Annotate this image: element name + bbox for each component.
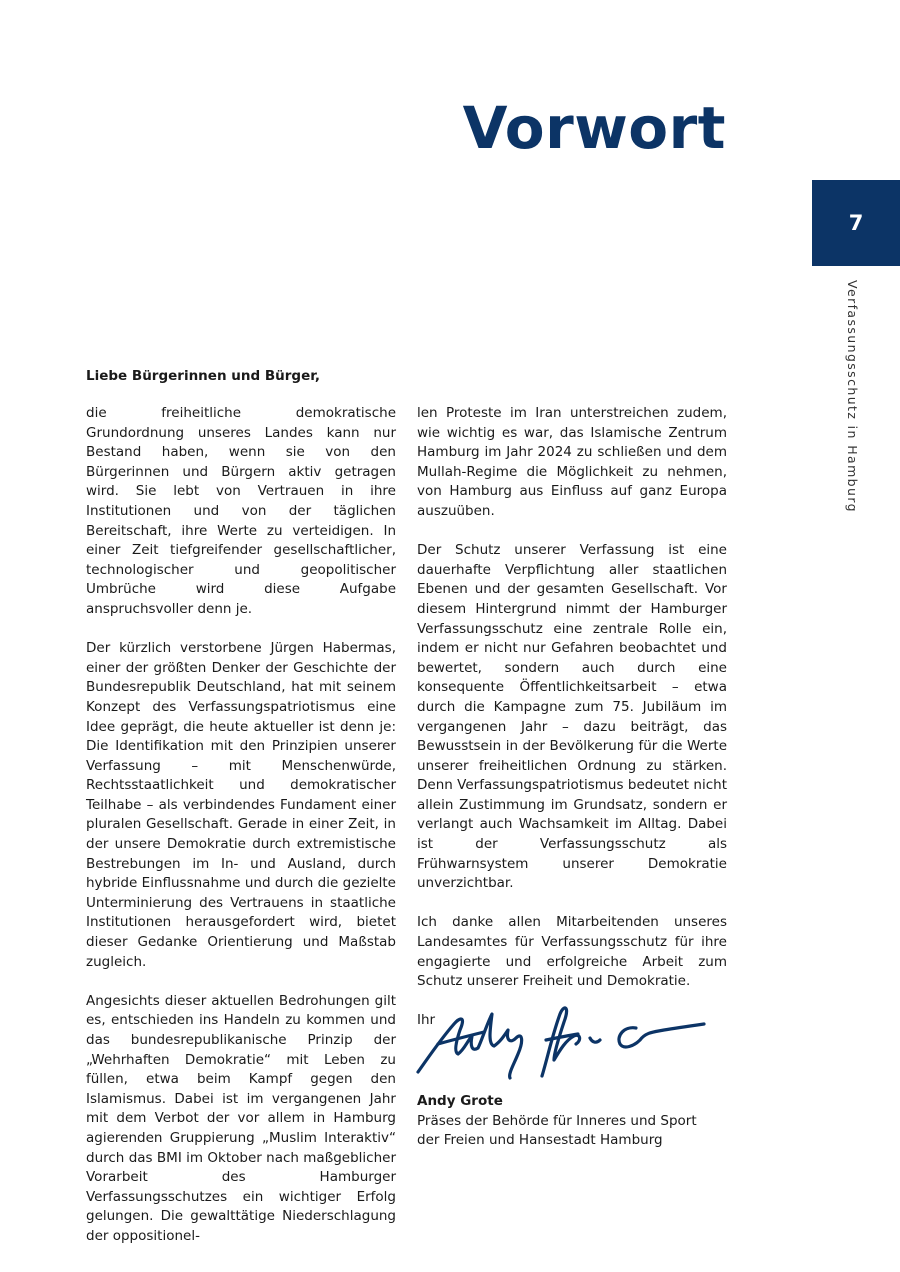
page-title: Vorwort <box>462 94 726 162</box>
signer-block <box>417 1092 737 1151</box>
page-number-tab <box>812 180 900 266</box>
paragraph: Ich danke allen Mitarbeitenden unseres Landesamtes für Verfassungsschutz für ihre engagierte und erfolgreiche Arbeit zum Schutz unserer Freiheit und Demokratie. <box>417 914 727 990</box>
signer-title-line: der Freien und Hansestadt Hamburg <box>417 1132 663 1149</box>
right-text-column <box>417 404 727 1051</box>
signer-title-line: Präses der Behörde für Inneres und Sport <box>417 1112 697 1129</box>
salutation: Liebe Bürgerinnen und Bürger, <box>86 368 321 384</box>
paragraph: Der kürzlich verstorbene Jürgen Habermas, einer der größten Denker der Geschichte der Bundesrepublik Deutschland, hat mit seinem Konzept des Verfassungspatriotismus eine Idee geprägt, die heute aktueller ist denn je: Die Identifikation mit den Prinzipien unserer Verfassung – mit Menschenwürde, Rechtsstaatlichkeit und demokratischer Teilhabe – als verbindendes Fundament einer pluralen Gesellschaft. Gerade in einer Zeit, in der unsere Demokratie durch extremistische Bestrebungen im In- und Ausland, durch hybride Einflussnahme und durch die gezielte Unterminierung des Vertrauens in staatliche Institutionen herausgefordert wird, bietet dieser Gedanke Orientierung und Maßstab zugleich. <box>86 640 396 970</box>
paragraph: die freiheitliche demokratische Grundordnung unseres Landes kann nur Bestand haben, wenn sie von den Bürgerinnen und Bürgern aktiv getragen wird. Sie lebt von Vertrauen in ihre Institutionen und von der täglichen Bereitschaft, ihre Werte zu verteidigen. In einer Zeit tiefgreifender gesellschaftlicher, technologischer und geopolitischer Umbrüche wird diese Aufgabe anspruchsvoller denn je. <box>86 405 396 617</box>
side-section-label: Verfassungsschutz in Hamburg <box>845 280 860 513</box>
handwritten-signature <box>414 1000 710 1086</box>
paragraph: Der Schutz unserer Verfassung ist eine dauerhafte Verpflichtung aller staatlichen Ebenen und der gesamten Gesellschaft. Vor diesem Hintergrund nimmt der Hamburger Verfassungsschutz eine zentrale Rolle ein, indem er nicht nur Gefahren beobachtet und bewertet, sondern auch durch eine konsequente Öffentlichkeitsarbeit – etwa durch die Kampagne zum 75. Jubiläum im vergangenen Jahr – dazu beiträgt, das Bewusstsein in der Bevölkerung für die Werte unserer freiheitlichen Ordnung zu stärken. Denn Verfassungspatriotismus bedeutet nicht allein Zustimmung im Grundsatz, sondern er verlangt auch Wachsamkeit im Alltag. Dabei ist der Verfassungsschutz als Frühwarnsystem unserer Demokratie unverzichtbar. <box>417 542 727 892</box>
closing-word: Ihr <box>417 1012 436 1029</box>
paragraph: Angesichts dieser aktuellen Bedrohungen gilt es, entschieden ins Handeln zu kommen und das bundesrepublikanische Prinzip der „Wehrhaften Demokratie“ mit Leben zu füllen, etwa beim Kampf gegen den Islamismus. Dabei ist im vergangenen Jahr mit dem Verbot der vor allem in Hamburg agierenden Gruppierung „Muslim Interaktiv“ durch das BMI im Oktober nach maßgeblicher Vorarbeit des Hamburger Verfassungsschutzes ein wichtiger Erfolg gelungen. Die gewalttätige Niederschlagung der oppositionel- <box>86 992 396 1244</box>
left-text-column <box>86 404 396 1266</box>
page-number: 7 <box>848 211 864 235</box>
signer-name: Andy Grote <box>417 1093 503 1109</box>
paragraph: len Proteste im Iran unterstreichen zudem, wie wichtig es war, das Islamische Zentrum Hamburg im Jahr 2024 zu schließen und dem Mullah-Regime die Möglichkeit zu nehmen, von Hamburg aus Einfluss auf ganz Europa auszuüben. <box>417 405 727 519</box>
